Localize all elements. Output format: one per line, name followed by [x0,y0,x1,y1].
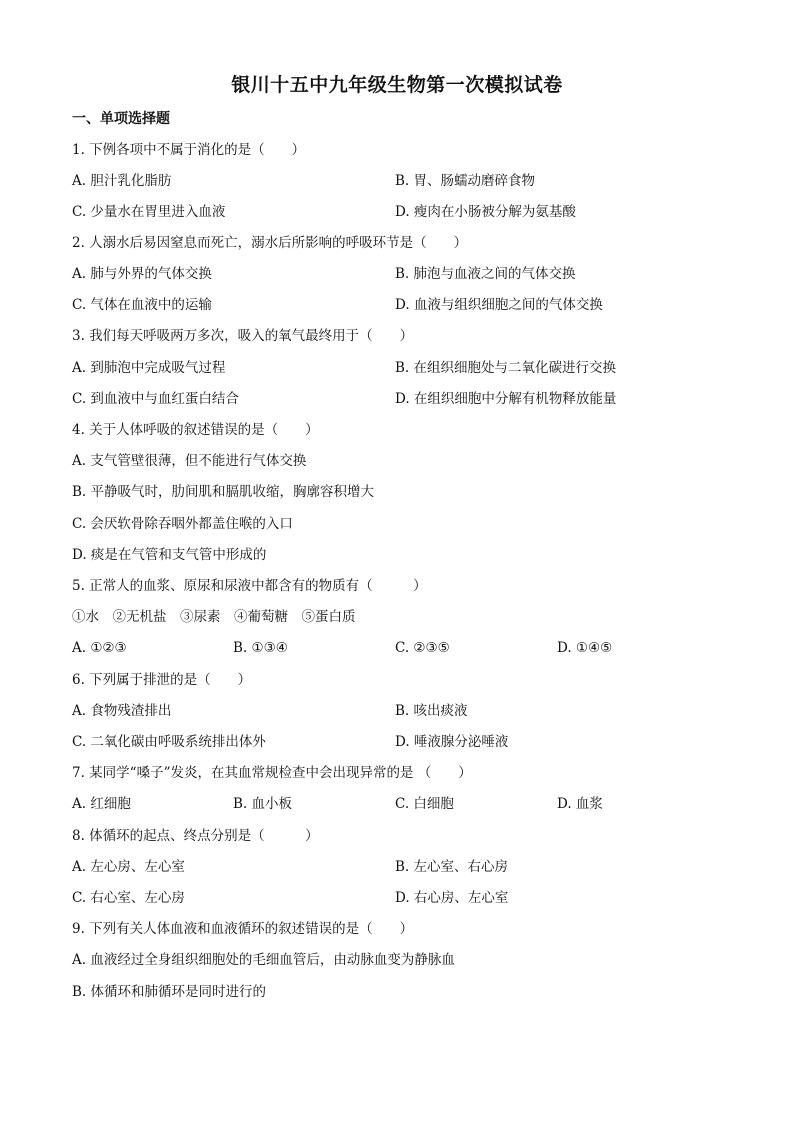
question-4-stem: 4. 关于人体呼吸的叙述错误的是（ ） [72,422,319,438]
question-4-option-b: B. 平静吸气时，肋间肌和膈肌收缩，胸廓容积增大 [72,484,375,500]
question-6-option-d: D. 唾液腺分泌唾液 [395,734,509,750]
question-1-option-b: B. 胃、肠蠕动磨碎食物 [395,173,536,189]
question-9-option-b: B. 体循环和肺循环是同时进行的 [72,984,267,1000]
exam-title: 银川十五中九年级生物第一次模拟试卷 [231,74,563,96]
question-3-stem: 3. 我们每天呼吸两万多次，吸入的氧气最终用于（ ） [72,328,414,344]
question-1-option-a: A. 胆汁乳化脂肪 [72,173,172,189]
question-8-option-a: A. 左心房、左心室 [72,859,185,875]
question-7-option-a: A. 红细胞 [72,796,131,812]
question-1-option-d: D. 瘦肉在小肠被分解为氨基酸 [395,204,576,220]
question-5-option-c: C. ②③⑤ [395,640,450,656]
question-4-option-a: A. 支气管壁很薄，但不能进行气体交换 [72,453,307,469]
question-6-option-b: B. 咳出痰液 [395,703,468,719]
question-7-stem: 7. 某同学“嗓子”发炎，在其血常规检查中会出现异常的是 （ ） [72,765,472,781]
question-7-option-b: B. 血小板 [233,796,293,812]
question-5-option-a: A. ①②③ [72,640,127,656]
question-8-option-b: B. 左心室、右心房 [395,859,509,875]
question-4-option-c: C. 会厌软骨除吞咽外都盖住喉的入口 [72,516,293,532]
question-2-option-a: A. 肺与外界的气体交换 [72,266,212,282]
question-7-option-d: D. 血浆 [557,796,603,812]
section-heading: 一、单项选择题 [72,111,170,127]
question-2-option-d: D. 血液与组织细胞之间的气体交换 [395,297,603,313]
question-6-stem: 6. 下列属于排泄的是（ ） [72,672,252,688]
question-2-option-c: C. 气体在血液中的运输 [72,297,212,313]
question-5-items: ①水 ②无机盐 ③尿素 ④葡萄糖 ⑤蛋白质 [72,609,356,625]
question-5-stem: 5. 正常人的血浆、原尿和尿液中都含有的物质有（ ） [72,578,427,594]
question-3-option-b: B. 在组织细胞处与二氧化碳进行交换 [395,360,617,376]
question-2-stem: 2. 人溺水后易因窒息而死亡，溺水后所影响的呼吸环节是（ ） [72,235,468,251]
question-1-stem: 1. 下例各项中不属于消化的是（ ） [72,142,306,158]
question-9-stem: 9. 下列有关人体血液和血液循环的叙述错误的是（ ） [72,921,414,937]
question-3-option-c: C. 到血液中与血红蛋白结合 [72,391,239,407]
question-8-option-c: C. 右心室、左心房 [72,890,185,906]
question-4-option-d: D. 痰是在气管和支气管中形成的 [72,547,267,563]
question-2-option-b: B. 肺泡与血液之间的气体交换 [395,266,576,282]
question-3-option-a: A. 到肺泡中完成吸气过程 [72,360,226,376]
question-7-option-c: C. 白细胞 [395,796,454,812]
question-5-option-d: D. ①④⑤ [557,640,613,656]
question-6-option-c: C. 二氧化碳由呼吸系统排出体外 [72,734,266,750]
question-1-option-c: C. 少量水在胃里进入血液 [72,204,226,220]
question-8-option-d: D. 右心房、左心室 [395,890,509,906]
question-3-option-d: D. 在组织细胞中分解有机物释放能量 [395,391,617,407]
question-6-option-a: A. 食物残渣排出 [72,703,172,719]
question-9-option-a: A. 血液经过全身组织细胞处的毛细血管后，由动脉血变为静脉血 [72,952,455,968]
question-8-stem: 8. 体循环的起点、终点分别是（ ） [72,828,319,844]
question-5-option-b: B. ①③④ [233,640,288,656]
